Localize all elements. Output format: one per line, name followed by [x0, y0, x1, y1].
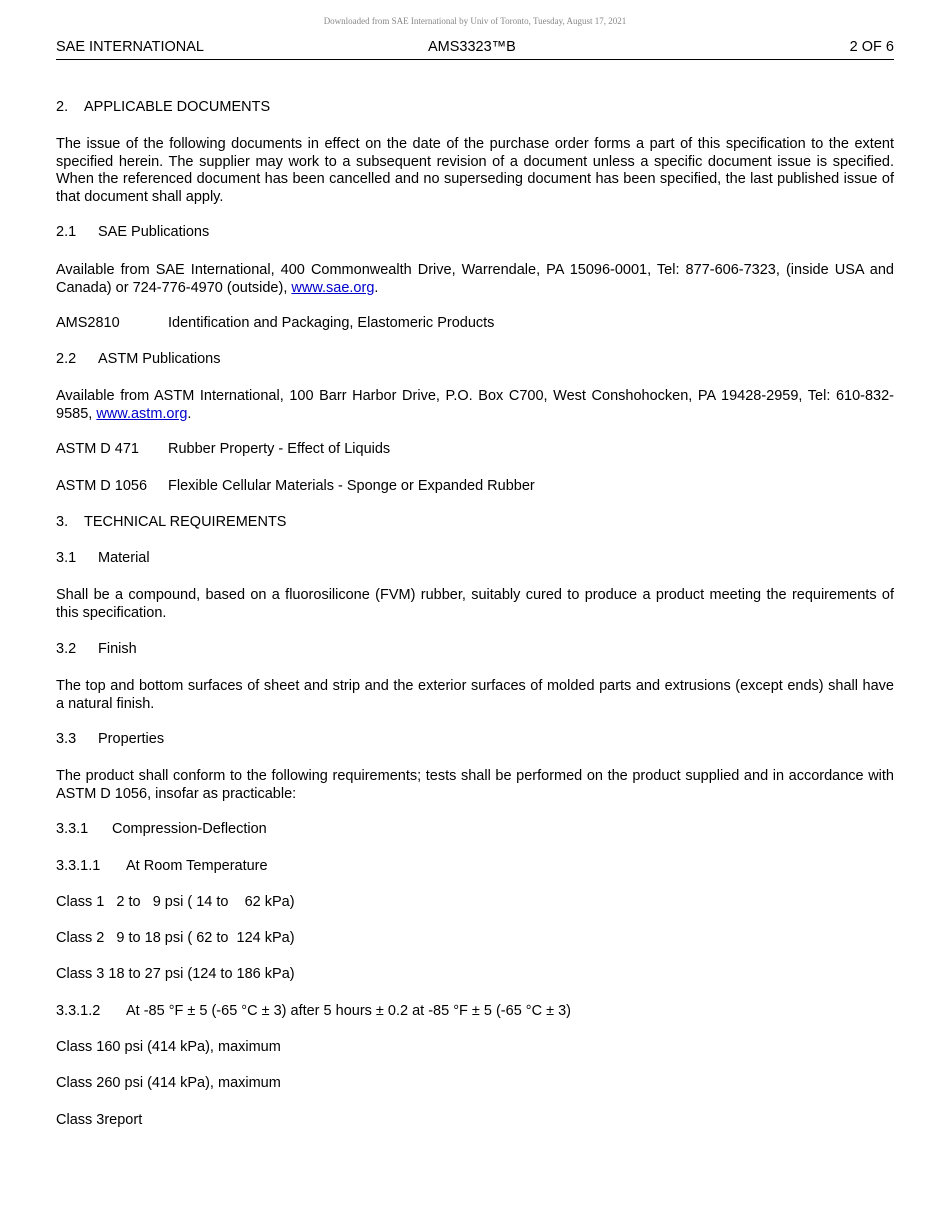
section-3-1-paragraph: Shall be a compound, based on a fluorosilicone (FVM) rubber, suitably cured to produce a product meeting the requirements of this specification. — [56, 587, 894, 621]
section-title: ASTM Publications — [98, 351, 221, 367]
reference-title: Rubber Property - Effect of Liquids — [168, 441, 391, 457]
section-3-heading — [56, 514, 894, 532]
section-title: Material — [98, 550, 150, 566]
reference-astm-d471 — [56, 441, 894, 459]
header-publisher: SAE INTERNATIONAL — [56, 39, 204, 55]
sae-website-link[interactable]: www.sae.org — [291, 279, 375, 296]
header-page-number: 2 OF 6 — [849, 39, 894, 55]
section-2-2-paragraph — [56, 388, 894, 423]
reference-ams2810 — [56, 315, 894, 333]
paragraph-text: Available from ASTM International, 100 Barr Harbor Drive, P.O. Box C700, West Conshohocken, PA 19428-2959, Tel: 610-832-9585, — [56, 388, 894, 422]
class-1-room-temp: Class 1 2 to 9 psi ( 14 to 62 kPa) — [56, 894, 295, 910]
reference-title: Identification and Packaging, Elastomeric Products — [168, 315, 495, 331]
reference-code: ASTM D 471 — [56, 441, 139, 457]
reference-title: Flexible Cellular Materials - Sponge or Expanded Rubber — [168, 478, 535, 494]
section-number: 3.3.1.2 — [56, 1003, 101, 1019]
section-2-paragraph: The issue of the following documents in effect on the date of the purchase order forms a part of this specification to the extent specified herein. The supplier may work to a subsequent revision of a document unless a specific document issue is specified. When the referenced document has been cancelled and no superseding document has been specified, the last published issue of that document shall apply. — [56, 136, 894, 205]
header-doc-id: AMS3323™B — [428, 39, 516, 55]
section-number: 2. — [56, 99, 69, 115]
section-3-2-paragraph: The top and bottom surfaces of sheet and strip and the exterior surfaces of molded parts and extrusions (except ends) shall have a natural finish. — [56, 678, 894, 712]
section-title: APPLICABLE DOCUMENTS — [84, 99, 271, 115]
section-title: At Room Temperature — [126, 858, 268, 874]
section-3-3-heading — [56, 731, 894, 749]
section-3-3-paragraph: The product shall conform to the following requirements; tests shall be performed on the product supplied and in accordance with ASTM D 1056, insofar as practicable: — [56, 768, 894, 802]
download-note: Downloaded from SAE International by Univ of Toronto, Tuesday, August 17, 2021 — [323, 16, 627, 26]
class-2-low-temp: Class 260 psi (414 kPa), maximum — [56, 1075, 281, 1091]
page-header — [56, 39, 894, 60]
section-title: TECHNICAL REQUIREMENTS — [84, 514, 287, 530]
class-1-low-temp: Class 160 psi (414 kPa), maximum — [56, 1039, 281, 1055]
section-3-3-1-2-heading — [56, 1003, 894, 1021]
section-2-1-heading — [56, 224, 894, 242]
section-title: SAE Publications — [98, 224, 210, 240]
section-title: At -85 °F ± 5 (-65 °C ± 3) after 5 hours ± 0.2 at -85 °F ± 5 (-65 °C ± 3) — [126, 1003, 571, 1019]
section-number: 3.3.1.1 — [56, 858, 101, 874]
section-number: 2.1 — [56, 224, 77, 240]
section-number: 3.2 — [56, 641, 77, 657]
section-3-1-heading — [56, 550, 894, 568]
section-title: Compression-Deflection — [112, 821, 267, 837]
section-2-heading — [56, 99, 894, 117]
section-3-2-heading — [56, 641, 894, 659]
section-title: Properties — [98, 731, 165, 747]
reference-code: ASTM D 1056 — [56, 478, 148, 494]
section-3-3-1-1-heading — [56, 858, 894, 876]
section-number: 3.3.1 — [56, 821, 89, 837]
section-2-1-paragraph — [56, 262, 894, 297]
paragraph-end: . — [187, 405, 192, 422]
reference-code: AMS2810 — [56, 315, 120, 331]
class-3-low-temp: Class 3report — [56, 1112, 143, 1128]
reference-astm-d1056 — [56, 478, 894, 496]
section-number: 3.3 — [56, 731, 77, 747]
section-number: 3.1 — [56, 550, 77, 566]
section-number: 2.2 — [56, 351, 77, 367]
astm-website-link[interactable]: www.astm.org — [96, 405, 188, 422]
class-2-room-temp: Class 2 9 to 18 psi ( 62 to 124 kPa) — [56, 930, 295, 946]
section-number: 3. — [56, 514, 69, 530]
class-3-room-temp: Class 3 18 to 27 psi (124 to 186 kPa) — [56, 966, 295, 982]
paragraph-text: Available from SAE International, 400 Commonwealth Drive, Warrendale, PA 15096-0001, Tel: 877-606-7323, (inside USA and Canada) or 724-776-4970 (outside), — [56, 262, 894, 296]
section-2-2-heading — [56, 351, 894, 369]
section-3-3-1-heading — [56, 821, 894, 839]
section-title: Finish — [98, 641, 137, 657]
paragraph-end: . — [374, 279, 379, 296]
